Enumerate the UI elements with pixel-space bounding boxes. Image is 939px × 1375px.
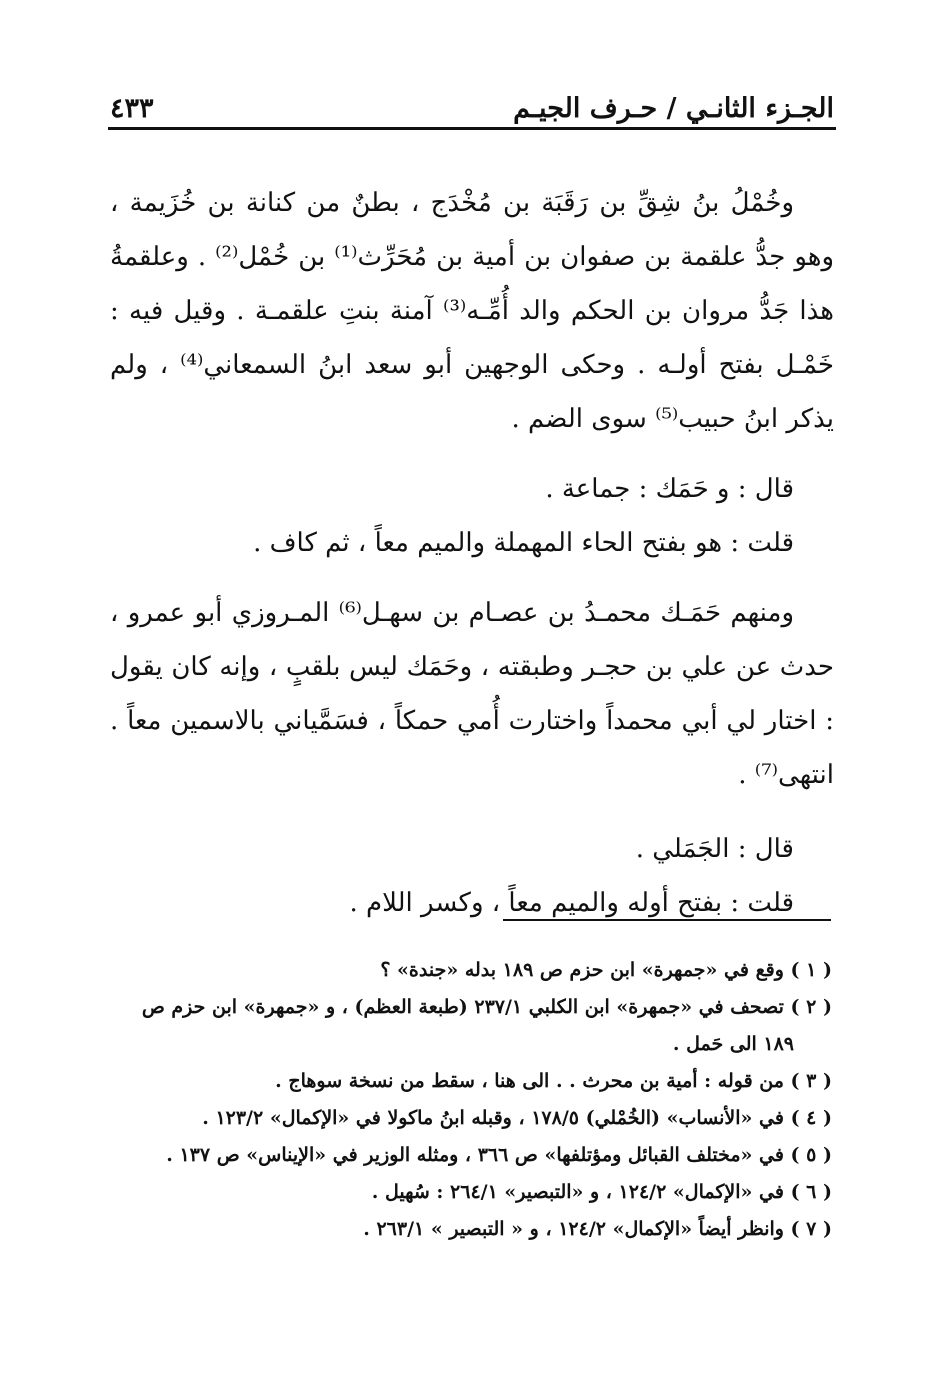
header-title: الجـزء الثانـي / حـرف الجيـم [513,93,834,124]
paragraph-khuml: وخُمْلُ بنُ شِقِّ بن رَقَبَة بن مُخْدَج ، بطنٌ من كنانة بن خُزَيمة ، وهو جدُّ علقمة بن صفوان بن أمية بن مُحَرِّث⁽¹⁾ بن خُمْل⁽²⁾ . وعلقمةُ هذا جَدُّ مروان بن الحكم والد أُمِّـه⁽³⁾ آمنة بنتِ علقمـة . وقيل فيه : خَمْـل بفتح أولـه . وحكى الوجهين أبو سعد ابنُ السمعاني⁽⁴⁾ ، ولم يذكر ابنُ حبيب⁽⁵⁾ سوى الضم . [110,188,835,434]
footnote-2: ( ٢ ) تصحف في «جمهرة» ابن الكلبي ٢٣٧/١ (طبعة العظم) ، و «جمهرة» ابن حزم ص [141,996,832,1018]
footnote-rule [503,919,831,921]
paragraph-qultu-jamali: قلت : بفتح أوله والميم معاً ، وكسر اللام . [349,888,794,918]
footnotes [110,952,832,1248]
header-rule [108,127,836,130]
paragraph-minhum-hamak: ومنهم حَمَـك محمـدُ بن عصـام بن سهـل⁽⁶⁾ المـروزي أبو عمرو ، حدث عن علي بن حجـر وطبقته ، وحَمَك ليس بلقبٍ ، وإنه كان يقول : اختار لي أبي محمداً واختارت أُمي حمكاً ، فسَمَّياني بالاسمين معاً . انتهى⁽⁷⁾ . [110,598,835,790]
footnote-3: ( ٣ ) من قوله : أمية بن محرث . . الى هنا ، سقط من نسخة سوهاج . [275,1070,832,1092]
footnote-4: ( ٤ ) في «الأنساب» (الخُمْلي) ١٧٨/٥ ، وقبله ابنُ ماكولا في «الإكمال» ١٢٣/٢ . [202,1107,832,1129]
main-text [110,176,834,930]
paragraph-qal-jamali: قال : الجَمَلي . [635,834,794,864]
footnote-6: ( ٦ ) في «الإكمال» ١٢٤/٢ ، و «التبصير» ٢٦٤/١ : سُهيل . [371,1181,832,1203]
paragraph-qultu-hamak: قلت : هو بفتح الحاء المهملة والميم معاً ، ثم كاف . [253,528,794,558]
footnote-5: ( ٥ ) في «مختلف القبائل ومؤتلفها» ص ٣٦٦ ، ومثله الوزير في «الإيناس» ص ١٣٧ . [166,1144,832,1166]
footnote-1: ( ١ ) وقع في «جمهرة» ابن حزم ص ١٨٩ بدله «جندة» ؟ [380,959,832,981]
footnote-7: ( ٧ ) وانظر أيضاً «الإكمال» ١٢٤/٢ ، و « التبصير » ٢٦٣/١ . [363,1218,832,1240]
footnote-2-continuation: ١٨٩ الى حَمل . [672,1033,794,1055]
page-number: ٤٣٣ [110,93,154,124]
running-header [110,78,834,124]
paragraph-qal-hamak: قال : و حَمَك : جماعة . [545,474,794,504]
